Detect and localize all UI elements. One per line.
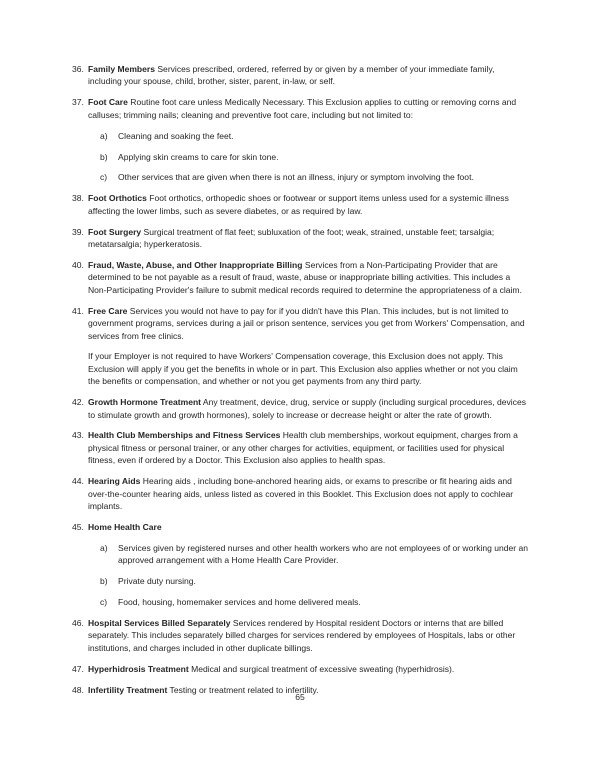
exclusion-item-text bbox=[88, 663, 528, 675]
exclusion-item-term: Free Care bbox=[88, 305, 128, 316]
exclusion-sublist bbox=[88, 542, 528, 609]
exclusion-item bbox=[72, 475, 528, 512]
exclusion-item-term: Family Members bbox=[88, 64, 155, 74]
exclusion-item-body: Hearing aids , including bone-anchored hearing aids, or exams to prescribe or fit hearing aids and over-the-counter hearing aids, unless listed as covered in this Booklet. This Exclusion does not apply to cochlear implants. bbox=[88, 476, 514, 511]
exclusion-item-term: Foot Surgery bbox=[88, 226, 142, 237]
exclusion-subitem-letter: b) bbox=[100, 151, 108, 162]
exclusion-item-body: Any treatment, device, drug, service or supply (including surgical procedures, devices to stimulate growth and growth hormones), solely to increase or decrease height or alter the rate of growth. bbox=[88, 397, 526, 420]
exclusion-item-term: Home Health Care bbox=[88, 521, 162, 532]
exclusion-item bbox=[72, 259, 528, 296]
exclusion-item-number: 46. bbox=[72, 617, 84, 628]
exclusion-item-text bbox=[88, 475, 528, 512]
exclusion-subitem-letter: a) bbox=[100, 542, 108, 553]
exclusion-item-body: Services rendered by Hospital resident Doctors or interns that are billed separately. This includes separately billed charges for services rendered by employees of Hospitals, labs or other institutions, and charges included in other duplicate billings. bbox=[88, 617, 516, 653]
exclusion-subitem-text: Services given by registered nurses and other health workers who are not employees of or working under an approved arrangement with a Home Health Care Provider. bbox=[118, 542, 528, 566]
exclusion-subitem bbox=[100, 171, 528, 183]
exclusion-item-number: 37. bbox=[72, 97, 84, 108]
exclusion-item-body: Services from a Non-Participating Provider that are determined to be not payable as a result of fraud, waste, abuse or inappropriate billing activities. This includes a Non-Participating Provider's failure to submit medical records required to determine the appropriateness of a claim. bbox=[88, 259, 522, 295]
exclusion-subitem-text: Other services that are given when there is not an illness, injury or symptom involving the foot. bbox=[118, 172, 474, 183]
exclusion-subitem-text: Food, housing, homemaker services and home delivered meals. bbox=[118, 597, 361, 607]
exclusion-item-number: 36. bbox=[72, 64, 84, 74]
exclusion-subitem-text: Cleaning and soaking the feet. bbox=[118, 130, 234, 141]
exclusion-item bbox=[72, 429, 528, 466]
exclusion-item-text bbox=[88, 96, 528, 121]
exclusion-item bbox=[72, 305, 528, 388]
exclusion-subitem bbox=[100, 151, 528, 163]
exclusion-item bbox=[72, 396, 528, 421]
exclusion-subitem bbox=[100, 575, 528, 587]
exclusion-subitem-letter: c) bbox=[100, 597, 108, 607]
exclusion-item-body: Medical and surgical treatment of excessive sweating (hyperhidrosis). bbox=[188, 663, 455, 674]
exclusion-item-number: 48. bbox=[72, 684, 84, 695]
exclusion-item-body: Services prescribed, ordered, referred by or given by a member of your immediate family, including your spouse, child, brother, sister, parent, in-law, or self. bbox=[88, 64, 495, 87]
exclusion-subitem-letter: a) bbox=[100, 130, 108, 141]
exclusion-subitem-letter: b) bbox=[100, 576, 108, 587]
exclusion-subitem bbox=[100, 130, 528, 142]
exclusion-item-number: 39. bbox=[72, 226, 84, 237]
exclusion-item bbox=[72, 96, 528, 184]
exclusion-item-number: 38. bbox=[72, 193, 84, 204]
exclusion-item-term: Foot Orthotics bbox=[88, 193, 147, 204]
exclusion-item bbox=[72, 521, 528, 609]
exclusions-list bbox=[72, 63, 528, 704]
exclusion-item-body: Health club memberships, workout equipment, charges from a physical fitness or personal trainer, or any other charges for activities, equipment, or facilities used for physical fitness, even if ordered by a Doctor. This Exclusion also applies to health spas. bbox=[88, 430, 518, 466]
exclusion-subitem-text: Private duty nursing. bbox=[118, 576, 196, 587]
exclusion-item-number: 42. bbox=[72, 397, 84, 408]
exclusion-subitem bbox=[100, 542, 528, 567]
exclusion-item bbox=[72, 663, 528, 675]
exclusion-item-term: Fraud, Waste, Abuse, and Other Inappropriate Billing bbox=[88, 259, 303, 270]
exclusion-item bbox=[72, 617, 528, 654]
exclusion-item-paragraph: If your Employer is not required to have Workers' Compensation coverage, this Exclusion does not apply. This Exclusion will apply if you get the benefits in whole or in part. This Exclusion also applies whether or not you claim the benefits or compensation, and whether or not you get payments from any third party. bbox=[88, 351, 518, 387]
exclusion-item-number: 40. bbox=[72, 259, 84, 270]
exclusion-item-number: 43. bbox=[72, 430, 84, 441]
exclusion-item-body: Foot orthotics, orthopedic shoes or footwear or support items unless used for a systemic illness affecting the lower limbs, such as severe diabetes, or as required by law. bbox=[88, 193, 509, 216]
exclusion-item-text bbox=[88, 226, 528, 251]
exclusion-item-number: 41. bbox=[72, 305, 84, 316]
exclusion-item-term: Foot Care bbox=[88, 97, 128, 108]
exclusion-item bbox=[72, 226, 528, 251]
exclusion-item-number: 47. bbox=[72, 663, 84, 674]
exclusion-item-body: Services you would not have to pay for if you didn't have this Plan. This includes, but is not limited to government programs, services during a jail or prison sentence, services you get from Workers' Compensation, and services from free clinics. bbox=[88, 305, 525, 341]
exclusion-item-term: Growth Hormone Treatment bbox=[88, 397, 202, 408]
exclusion-item-text bbox=[88, 259, 528, 296]
exclusion-subitem-text: Applying skin creams to care for skin tone. bbox=[118, 151, 279, 162]
exclusion-item bbox=[72, 192, 528, 217]
exclusion-item-text bbox=[88, 429, 528, 466]
exclusion-item-body: Testing or treatment related to infertility. bbox=[167, 684, 319, 695]
exclusion-item-text bbox=[88, 617, 528, 654]
exclusion-sublist bbox=[88, 130, 528, 184]
exclusion-item-text bbox=[88, 63, 528, 88]
exclusion-item-term: Hearing Aids bbox=[88, 476, 141, 487]
exclusion-item-term: Hyperhidrosis Treatment bbox=[88, 663, 189, 674]
exclusion-item-body: Routine foot care unless Medically Necessary. This Exclusion applies to cutting or removing corns and calluses; trimming nails; cleaning and preventive foot care, including but not limited to: bbox=[88, 97, 517, 120]
exclusion-item-text bbox=[88, 305, 528, 342]
exclusion-subitem bbox=[100, 596, 528, 608]
exclusion-item-term: Infertility Treatment bbox=[88, 684, 168, 695]
exclusion-item-text bbox=[88, 521, 528, 533]
exclusion-item-number: 44. bbox=[72, 476, 84, 487]
exclusion-subitem-letter: c) bbox=[100, 172, 108, 183]
exclusion-item bbox=[72, 63, 528, 88]
exclusion-item-term: Health Club Memberships and Fitness Services bbox=[88, 430, 281, 441]
exclusion-item-text bbox=[88, 192, 528, 217]
page-number: 65 bbox=[295, 692, 305, 702]
exclusion-item-text bbox=[88, 396, 528, 421]
exclusion-item-body: Surgical treatment of flat feet; subluxation of the foot; weak, strained, unstable feet; tarsalgia; metatarsalgia; hyperkeratosis. bbox=[88, 226, 495, 250]
exclusion-item-number: 45. bbox=[72, 521, 84, 532]
exclusion-item-term: Hospital Services Billed Separately bbox=[88, 617, 231, 628]
